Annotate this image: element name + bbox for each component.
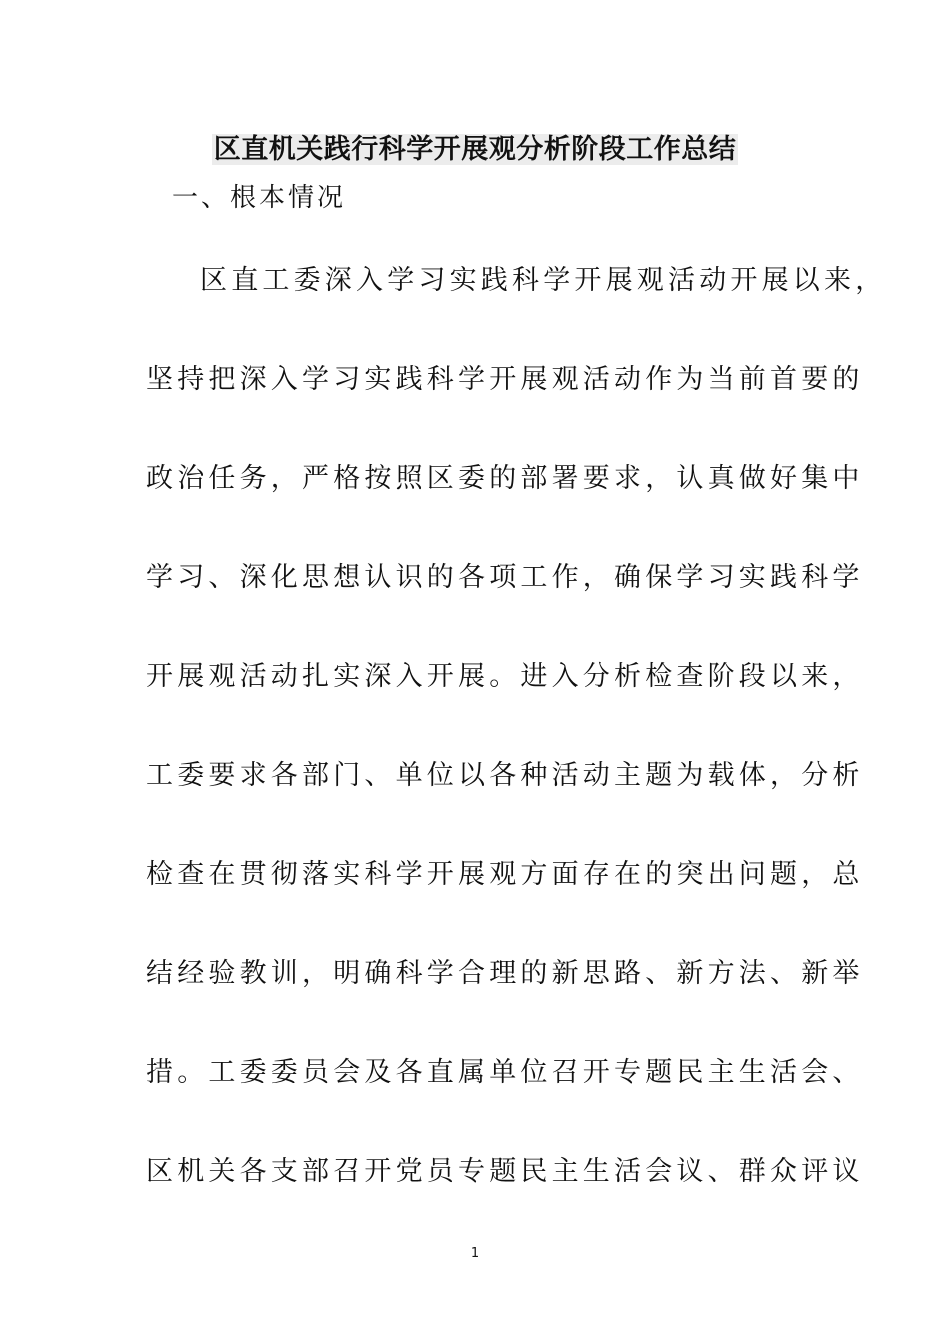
body-line: 区直工委深入学习实践科学开展观活动开展以来， [200,265,887,296]
body-line: 学习、深化思想认识的各项工作，确保学习实践科学 [146,562,864,593]
body-line: 开展观活动扎实深入开展。进入分析检查阶段以来， [146,661,864,692]
body-line: 区机关各支部召开党员专题民主生活会议、群众评议 [146,1156,864,1187]
document-title [0,132,950,168]
body-line: 检查在贯彻落实科学开展观方面存在的突出问题，总 [146,859,864,890]
page-number: 1 [470,1246,480,1261]
body-line: 坚持把深入学习实践科学开展观活动作为当前首要的 [146,364,864,395]
document-title-text: 区直机关践行科学开展观分析阶段工作总结 [213,134,737,165]
body-line: 政治任务，严格按照区委的部署要求，认真做好集中 [146,463,864,494]
section-heading: 一、根本情况 [172,183,347,213]
body-line: 措。工委委员会及各直属单位召开专题民主生活会、 [146,1057,864,1088]
body-line: 工委要求各部门、单位以各种活动主题为载体，分析 [146,760,864,791]
body-line: 结经验教训，明确科学合理的新思路、新方法、新举 [146,958,864,989]
